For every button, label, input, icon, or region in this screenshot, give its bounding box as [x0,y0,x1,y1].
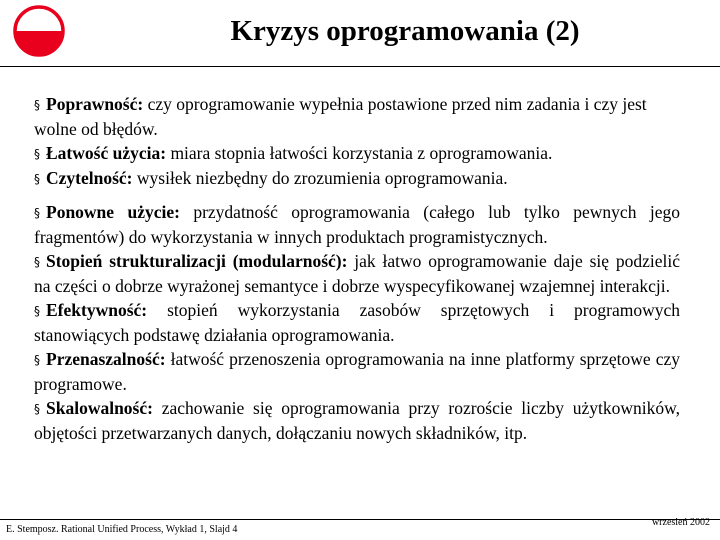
logo-icon [12,4,66,58]
list-item [34,347,680,396]
footer-date: wrzesień 2002 [651,517,710,528]
bullet-icon: § [34,353,40,367]
item-text: przydatność oprogramowania (całego lub tylko pewnych jego fragmentów) do wykorzystania w innych produktach programistycznych. [34,202,680,247]
item-text: miara stopnia łatwości korzystania z oprogramowania. [166,143,553,163]
bullet-icon: § [34,402,40,416]
list-item [34,92,680,141]
bullet-icon: § [34,172,40,186]
list-item [34,141,680,166]
item-text: wysiłek niezbędny do zrozumienia oprogramowania. [132,168,508,188]
bullet-icon: § [34,206,40,220]
bullet-icon: § [34,147,40,161]
list-item [34,200,680,249]
list-item [34,298,680,347]
bullet-icon: § [34,304,40,318]
item-term: Czytelność: [46,168,133,188]
item-text: jak łatwo oprogramowanie daje się podzielić na części o dobrze wyrażonej semantyce i dobrze wyspecyfikowanej wzajemnej interakcji. [34,251,680,296]
item-term: Ponowne użycie: [46,202,180,222]
bullet-icon: § [34,98,40,112]
slide-content [34,92,680,445]
title-divider [0,66,720,67]
list-item [34,396,680,445]
slide-title: Kryzys oprogramowania (2) [230,15,580,47]
item-text: stopień wykorzystania zasobów sprzętowych i programowych stanowiących podstawę działania oprogramowania. [34,300,680,345]
item-term: Przenaszalność: [46,349,166,369]
item-term: Efektywność: [46,300,148,320]
list-item [34,166,680,191]
footer-divider [0,519,720,520]
item-term: Stopień strukturalizacji (modularność): [46,251,348,271]
item-term: Łatwość użycia: [46,143,167,163]
item-text: czy oprogramowanie wypełnia postawione przed nim zadania i czy jest wolne od błędów. [34,94,647,139]
footer-source: E. Stemposz. Rational Unified Process, Wykład 1, Slajd 4 [6,524,238,535]
item-text: łatwość przenoszenia oprogramowania na inne platformy sprzętowe czy programowe. [34,349,680,394]
item-text: zachowanie się oprogramowania przy rozroście liczby użytkowników, objętości przetwarzanych danych, dołączaniu nowych składników, itp. [34,398,680,443]
item-term: Skalowalność: [46,398,153,418]
list-item [34,249,680,298]
bullet-icon: § [34,255,40,269]
item-term: Poprawność: [46,94,144,114]
